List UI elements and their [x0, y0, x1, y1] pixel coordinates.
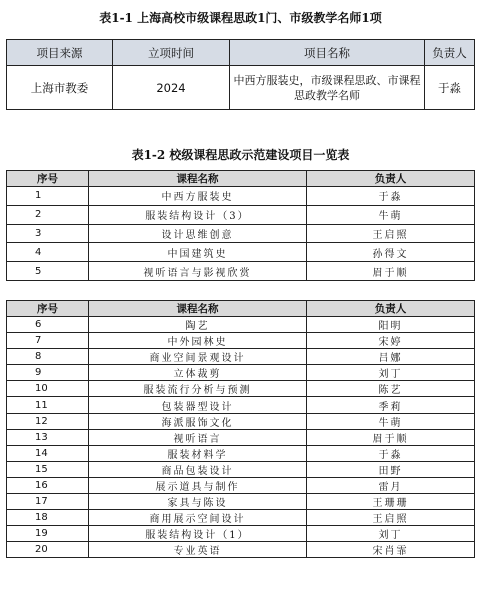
cell-person: 眉于顺 — [307, 262, 475, 281]
table-row — [7, 461, 475, 477]
cell-no: 1 — [7, 187, 89, 206]
table-row — [7, 333, 475, 349]
cell-no: 20 — [7, 542, 89, 558]
cell-no: 11 — [7, 397, 89, 413]
cell-person: 吕娜 — [307, 349, 475, 365]
table-row — [7, 542, 475, 558]
cell-person: 孙得文 — [307, 243, 475, 262]
cell-no: 5 — [7, 262, 89, 281]
cell-person: 陈艺 — [307, 381, 475, 397]
table-row — [7, 429, 475, 445]
cell-person: 季莉 — [307, 397, 475, 413]
cell-person: 于淼 — [307, 187, 475, 206]
table-header-row — [7, 40, 475, 66]
cell-project-name: 中西方服装史，市级课程思政、市课程思政教学名师 — [230, 66, 425, 110]
cell-person: 眉于顺 — [307, 429, 475, 445]
cell-no: 6 — [7, 317, 89, 333]
cell-no: 4 — [7, 243, 89, 262]
cell-no: 17 — [7, 494, 89, 510]
cell-no: 16 — [7, 477, 89, 493]
cell-person: 于淼 — [307, 445, 475, 461]
cell-course: 服装结构设计（3） — [89, 205, 307, 224]
cell-course: 陶艺 — [89, 317, 307, 333]
header-year: 立项时间 — [113, 40, 230, 66]
cell-course: 服装流行分析与预测 — [89, 381, 307, 397]
cell-person: 王启照 — [307, 224, 475, 243]
cell-course: 商业空间景观设计 — [89, 349, 307, 365]
table-row — [7, 317, 475, 333]
cell-person: 阳明 — [307, 317, 475, 333]
header-no: 序号 — [7, 171, 89, 187]
table-row — [7, 477, 475, 493]
table-row — [7, 187, 475, 206]
table2-caption: 表1-2 校级课程思政示范建设项目一览表 — [131, 148, 350, 162]
cell-person: 牛萌 — [307, 205, 475, 224]
table-row — [7, 526, 475, 542]
table-header-row — [7, 171, 475, 187]
school-course-table-part2 — [6, 300, 475, 558]
table-row — [7, 349, 475, 365]
cell-no: 3 — [7, 224, 89, 243]
table-row — [7, 510, 475, 526]
table-row — [7, 397, 475, 413]
cell-course: 海派服饰文化 — [89, 413, 307, 429]
header-person: 负责人 — [307, 171, 475, 187]
cell-course: 商用展示空间设计 — [89, 510, 307, 526]
cell-course: 家具与陈设 — [89, 494, 307, 510]
table-header-row — [7, 301, 475, 317]
header-source: 项目来源 — [7, 40, 113, 66]
cell-person: 牛萌 — [307, 413, 475, 429]
header-course: 课程名称 — [89, 171, 307, 187]
table-row — [7, 224, 475, 243]
cell-course: 包装器型设计 — [89, 397, 307, 413]
cell-no: 7 — [7, 333, 89, 349]
table2-body — [7, 187, 475, 281]
cell-course: 商品包装设计 — [89, 461, 307, 477]
cell-course: 服装材料学 — [89, 445, 307, 461]
cell-course: 中西方服装史 — [89, 187, 307, 206]
table-row — [7, 494, 475, 510]
table-row — [7, 243, 475, 262]
cell-person: 王启照 — [307, 510, 475, 526]
cell-course: 设计思维创意 — [89, 224, 307, 243]
cell-no: 10 — [7, 381, 89, 397]
cell-course: 视听语言 — [89, 429, 307, 445]
cell-person: 田野 — [307, 461, 475, 477]
cell-person: 雷月 — [307, 477, 475, 493]
header-course: 课程名称 — [89, 301, 307, 317]
cell-person: 宋婷 — [307, 333, 475, 349]
cell-course: 中国建筑史 — [89, 243, 307, 262]
table-row — [7, 66, 475, 110]
cell-no: 8 — [7, 349, 89, 365]
cell-course: 服装结构设计（1） — [89, 526, 307, 542]
table-row — [7, 365, 475, 381]
cell-year: 2024 — [113, 66, 230, 110]
header-person: 负责人 — [425, 40, 475, 66]
cell-course: 立体裁剪 — [89, 365, 307, 381]
header-project-name: 项目名称 — [230, 40, 425, 66]
table-row — [7, 262, 475, 281]
school-course-table-part1 — [6, 170, 475, 281]
cell-person: 于淼 — [425, 66, 475, 110]
cell-no: 14 — [7, 445, 89, 461]
cell-source: 上海市教委 — [7, 66, 113, 110]
cell-no: 12 — [7, 413, 89, 429]
cell-person: 刘丁 — [307, 526, 475, 542]
cell-course: 展示道具与制作 — [89, 477, 307, 493]
table-row — [7, 413, 475, 429]
cell-course: 专业英语 — [89, 542, 307, 558]
cell-no: 15 — [7, 461, 89, 477]
header-no: 序号 — [7, 301, 89, 317]
cell-no: 13 — [7, 429, 89, 445]
cell-no: 19 — [7, 526, 89, 542]
cell-person: 宋肖霏 — [307, 542, 475, 558]
table-row — [7, 381, 475, 397]
cell-no: 2 — [7, 205, 89, 224]
cell-no: 18 — [7, 510, 89, 526]
header-person: 负责人 — [307, 301, 475, 317]
table-row — [7, 445, 475, 461]
municipal-project-table — [6, 39, 475, 110]
cell-course: 视听语言与影视欣赏 — [89, 262, 307, 281]
table3-body — [7, 317, 475, 558]
cell-person: 刘丁 — [307, 365, 475, 381]
cell-course: 中外园林史 — [89, 333, 307, 349]
cell-no: 9 — [7, 365, 89, 381]
cell-person: 王珊珊 — [307, 494, 475, 510]
table-row — [7, 205, 475, 224]
table1-caption: 表1-1 上海高校市级课程思政1门、市级教学名师1项 — [99, 11, 382, 25]
